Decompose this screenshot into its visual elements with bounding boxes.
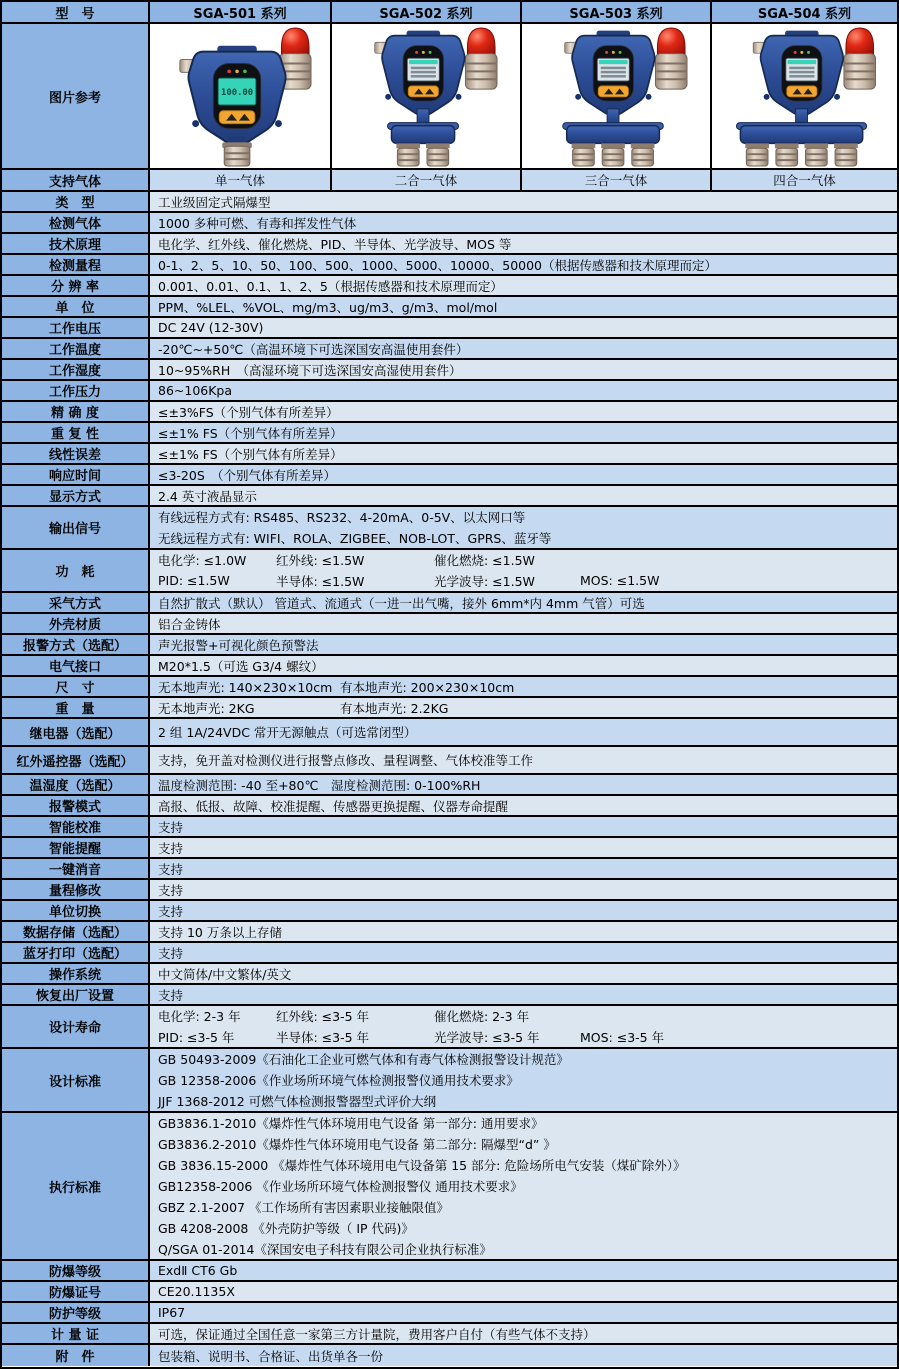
table-row [2, 192, 897, 213]
table-row [2, 775, 897, 796]
spec-segment: 半导体: ≤1.5W [276, 573, 365, 589]
row-label: 检测气体 [2, 213, 150, 232]
table-row [2, 838, 897, 859]
row-label: 检测量程 [2, 255, 150, 274]
table-row [2, 964, 897, 985]
spec-segment: 无本地声光: 140×230×10cm [158, 679, 333, 695]
row-label: 工作压力 [2, 381, 150, 400]
table-row [2, 656, 897, 677]
row-label: 蓝牙打印（选配） [2, 943, 150, 962]
spec-line: GBZ 2.1-2007 《工作场所有害因素职业接触限值》 [158, 1199, 449, 1215]
table-row [2, 1113, 897, 1261]
row-label: 报警方式（选配） [2, 635, 150, 654]
row-label-model: 型 号 [2, 2, 150, 22]
gas-type-2: 二合一气体 [332, 170, 522, 190]
table-row [2, 444, 897, 465]
table-row [2, 234, 897, 255]
row-value: 自然扩散式（默认） 管道式、流通式（一进一出气嘴，接外 6mm*内 4mm 气管）可选 [150, 593, 897, 612]
spec-line: GB 3836.15-2000 《爆炸性气体环境用电气设备第 15 部分: 危险场所电气安装（煤矿除外）》 [158, 1158, 686, 1174]
row-value: CE20.1135X [150, 1282, 897, 1301]
device-image-cell-3 [522, 24, 712, 168]
row-value [150, 677, 897, 696]
table-row [2, 635, 897, 656]
table-row [2, 276, 897, 297]
row-value: 支持 [150, 985, 897, 1004]
table-row [2, 423, 897, 444]
gas-type-3: 三合一气体 [522, 170, 712, 190]
row-value: 工业级固定式隔爆型 [150, 192, 897, 211]
row-value: IP67 [150, 1303, 897, 1322]
table-row [2, 465, 897, 486]
gas-type-1: 单一气体 [150, 170, 332, 190]
table-row [2, 255, 897, 276]
row-label: 智能校准 [2, 817, 150, 836]
table-row [2, 550, 897, 593]
row-label: 计 量 证 [2, 1324, 150, 1343]
row-value: 高报、低报、故障、校准提醒、传感器更换提醒、仪器寿命提醒 [150, 796, 897, 815]
table-row [2, 985, 897, 1006]
image-reference-row [2, 24, 897, 170]
row-label: 单 位 [2, 297, 150, 316]
row-label: 线性误差 [2, 444, 150, 463]
table-row [2, 880, 897, 901]
table-row [2, 213, 897, 234]
table-row [2, 698, 897, 719]
row-value: 0-1、2、5、10、50、100、500、1000、5000、10000、50000（根据传感器和技术原理而定） [150, 255, 897, 274]
device-image-sga-503 [522, 24, 710, 168]
spec-line: GB 12358-2006《作业场所环境气体检测报警仪通用技术要求》 [158, 1073, 519, 1088]
table-row [2, 1049, 897, 1113]
row-value: 支持 [150, 880, 897, 899]
table-row [2, 1006, 897, 1049]
table-header-row [2, 2, 897, 24]
spec-segment: 光学波导: ≤1.5W [434, 573, 535, 589]
row-label: 尺 寸 [2, 677, 150, 696]
spec-segment: MOS: ≤3-5 年 [580, 1029, 665, 1045]
spec-segment: 催化燃烧: 2-3 年 [434, 1009, 530, 1025]
row-label: 执行标准 [2, 1113, 150, 1259]
table-row [2, 901, 897, 922]
row-value [150, 698, 897, 717]
row-label-image: 图片参考 [2, 24, 150, 168]
table-row [2, 859, 897, 880]
spec-segment: 红外线: ≤3-5 年 [276, 1009, 370, 1025]
row-label: 温湿度（选配） [2, 775, 150, 794]
row-label: 采气方式 [2, 593, 150, 612]
row-value: PPM、%LEL、%VOL、mg/m3、ug/m3、g/m3、mol/mol [150, 297, 897, 316]
model-header-1: SGA-501 系列 [150, 2, 332, 22]
spec-line: GB12358-2006 《作业场所环境气体检测报警仪 通用技术要求》 [158, 1179, 523, 1194]
row-value: ≤±1% FS（个别气体有所差异） [150, 444, 897, 463]
table-row [2, 943, 897, 964]
gas-type-4: 四合一气体 [712, 170, 897, 190]
table-row [2, 747, 897, 775]
table-row [2, 402, 897, 423]
row-value: 支持 [150, 859, 897, 878]
row-label: 数据存储（选配） [2, 922, 150, 941]
table-row [2, 318, 897, 339]
row-value [150, 1113, 897, 1259]
spec-line: GB 4208-2008 《外壳防护等级（ IP 代码)》 [158, 1220, 414, 1236]
row-label: 工作温度 [2, 339, 150, 358]
row-label: 技术原理 [2, 234, 150, 253]
row-label: 恢复出厂设置 [2, 985, 150, 1004]
row-value [150, 1006, 897, 1047]
table-row [2, 817, 897, 838]
spec-line: GB3836.2-2010《爆炸性气体环境用电气设备 第二部分: 隔爆型“d” 》 [158, 1137, 556, 1153]
row-label: 量程修改 [2, 880, 150, 899]
table-row [2, 677, 897, 698]
spec-line: GB3836.1-2010《爆炸性气体环境用电气设备 第一部分: 通用要求》 [158, 1116, 544, 1132]
row-value: 2 组 1A/24VDC 常开无源触点（可选常闭型） [150, 719, 897, 745]
row-value: 支持 [150, 817, 897, 836]
row-value: 电化学、红外线、催化燃烧、PID、半导体、光学波导、MOS 等 [150, 234, 897, 253]
row-value: -20℃~+50℃（高温环境下可选深国安高温使用套件） [150, 339, 897, 358]
row-value: 10~95%RH （高湿环境下可选深国安高湿使用套件） [150, 360, 897, 379]
row-label: 外壳材质 [2, 614, 150, 633]
row-label-gas: 支持气体 [2, 170, 150, 190]
spec-segment [572, 1006, 897, 1027]
model-header-3: SGA-503 系列 [522, 2, 712, 22]
row-value: 1000 多种可燃、有毒和挥发性气体 [150, 213, 897, 232]
row-label: 设计标准 [2, 1049, 150, 1111]
row-label: 响应时间 [2, 465, 150, 484]
row-label: 工作电压 [2, 318, 150, 337]
row-value: M20*1.5（可选 G3/4 螺纹） [150, 656, 897, 675]
row-label: 输出信号 [2, 507, 150, 548]
model-header-4: SGA-504 系列 [712, 2, 897, 22]
table-row [2, 1345, 897, 1366]
spec-segment: PID: ≤3-5 年 [158, 1029, 235, 1045]
row-label: 继电器（选配） [2, 719, 150, 745]
row-value: ≤±1% FS（个别气体有所差异） [150, 423, 897, 442]
spec-segment: 无本地声光: 2KG [158, 700, 255, 716]
table-row [2, 719, 897, 747]
row-value: ≤±3%FS（个别气体有所差异） [150, 402, 897, 421]
row-label: 一键消音 [2, 859, 150, 878]
spec-line: 无线远程方式有: WIFI、ROLA、ZIGBEE、NOB-LOT、GPRS、蓝牙等 [158, 530, 552, 546]
row-value: 中文简体/中文繁体/英文 [150, 964, 897, 983]
row-value [150, 507, 897, 548]
row-value: 2.4 英寸液晶显示 [150, 486, 897, 505]
table-row [2, 339, 897, 360]
table-row [2, 1324, 897, 1345]
row-label: 分 辨 率 [2, 276, 150, 295]
table-row [2, 360, 897, 381]
row-label: 类 型 [2, 192, 150, 211]
row-label: 附 件 [2, 1345, 150, 1366]
spec-line: 有线远程方式有: RS485、RS232、4-20mA、0-5V、以太网口等 [158, 510, 526, 526]
spec-line: JJF 1368-2012 可燃气体检测报警器型式评价大纲 [158, 1093, 437, 1109]
spec-line: GB 50493-2009《石油化工企业可燃气体和有毒气体检测报警设计规范》 [158, 1052, 569, 1068]
row-value: ExdⅡ CT6 Gb [150, 1261, 897, 1280]
table-row [2, 1303, 897, 1324]
table-row [2, 614, 897, 635]
row-label: 防爆证号 [2, 1282, 150, 1301]
model-header-2: SGA-502 系列 [332, 2, 522, 22]
row-label: 报警模式 [2, 796, 150, 815]
row-value: 可选，保证通过全国任意一家第三方计量院，费用客户自付（有些气体不支持） [150, 1324, 897, 1343]
row-value: 支持 10 万条以上存储 [150, 922, 897, 941]
spec-segment: 半导体: ≤3-5 年 [276, 1029, 370, 1045]
row-label: 操作系统 [2, 964, 150, 983]
row-label: 智能提醒 [2, 838, 150, 857]
table-row [2, 507, 897, 550]
row-label: 防爆等级 [2, 1261, 150, 1280]
row-value: 温度检测范围: -40 至+80℃ 湿度检测范围: 0-100%RH [150, 775, 897, 794]
table-row [2, 297, 897, 318]
device-image-sga-502 [332, 24, 520, 168]
table-row [2, 922, 897, 943]
row-value: 声光报警+可视化颜色预警法 [150, 635, 897, 654]
table-row [2, 593, 897, 614]
spec-segment: 电化学: ≤1.0W [158, 553, 247, 569]
spec-segment: 有本地声光: 2.2KG [340, 700, 449, 716]
row-label: 显示方式 [2, 486, 150, 505]
row-value: 0.001、0.01、0.1、1、2、5（根据传感器和技术原理而定） [150, 276, 897, 295]
row-label: 防护等级 [2, 1303, 150, 1322]
row-label: 精 确 度 [2, 402, 150, 421]
spec-line: Q/SGA 01-2014《深国安电子科技有限公司企业执行标准》 [158, 1241, 492, 1257]
supported-gas-row [2, 170, 897, 192]
row-value: 铝合金铸体 [150, 614, 897, 633]
row-value: 支持 [150, 943, 897, 962]
row-label: 设计寿命 [2, 1006, 150, 1047]
row-value: 包装箱、说明书、合格证、出货单各一份 [150, 1345, 897, 1366]
row-label: 电气接口 [2, 656, 150, 675]
row-value: 支持 [150, 838, 897, 857]
spec-segment: PID: ≤1.5W [158, 573, 230, 589]
device-image-cell-1 [150, 24, 332, 168]
spec-segment [572, 550, 897, 571]
spec-segment: 电化学: 2-3 年 [158, 1009, 241, 1025]
row-value: 支持，免开盖对检测仪进行报警点修改、量程调整、气体校准等工作 [150, 747, 897, 773]
device-image-sga-501 [150, 24, 330, 168]
spec-segment: 光学波导: ≤3-5 年 [434, 1029, 540, 1045]
row-value [150, 550, 897, 591]
row-label: 工作湿度 [2, 360, 150, 379]
table-row [2, 796, 897, 817]
spec-segment: 催化燃烧: ≤1.5W [434, 553, 535, 569]
table-row [2, 486, 897, 507]
spec-segment: MOS: ≤1.5W [580, 573, 660, 589]
device-image-sga-504 [712, 24, 897, 168]
row-value: DC 24V (12-30V) [150, 318, 897, 337]
table-row [2, 1282, 897, 1303]
device-image-cell-4 [712, 24, 897, 168]
svg-text:100.00: 100.00 [221, 88, 254, 99]
row-value: ≤3-20S （个别气体有所差异） [150, 465, 897, 484]
row-label: 重 量 [2, 698, 150, 717]
spec-segment: 红外线: ≤1.5W [276, 553, 365, 569]
spec-segment: 有本地声光: 200×230×10cm [340, 679, 515, 695]
row-label: 单位切换 [2, 901, 150, 920]
row-label: 重 复 性 [2, 423, 150, 442]
row-label: 红外遥控器（选配） [2, 747, 150, 773]
table-row [2, 381, 897, 402]
row-value: 支持 [150, 901, 897, 920]
row-value [150, 1049, 897, 1111]
device-image-cell-2 [332, 24, 522, 168]
row-label: 功 耗 [2, 550, 150, 591]
row-value: 86~106Kpa [150, 381, 897, 400]
table-row [2, 1261, 897, 1282]
